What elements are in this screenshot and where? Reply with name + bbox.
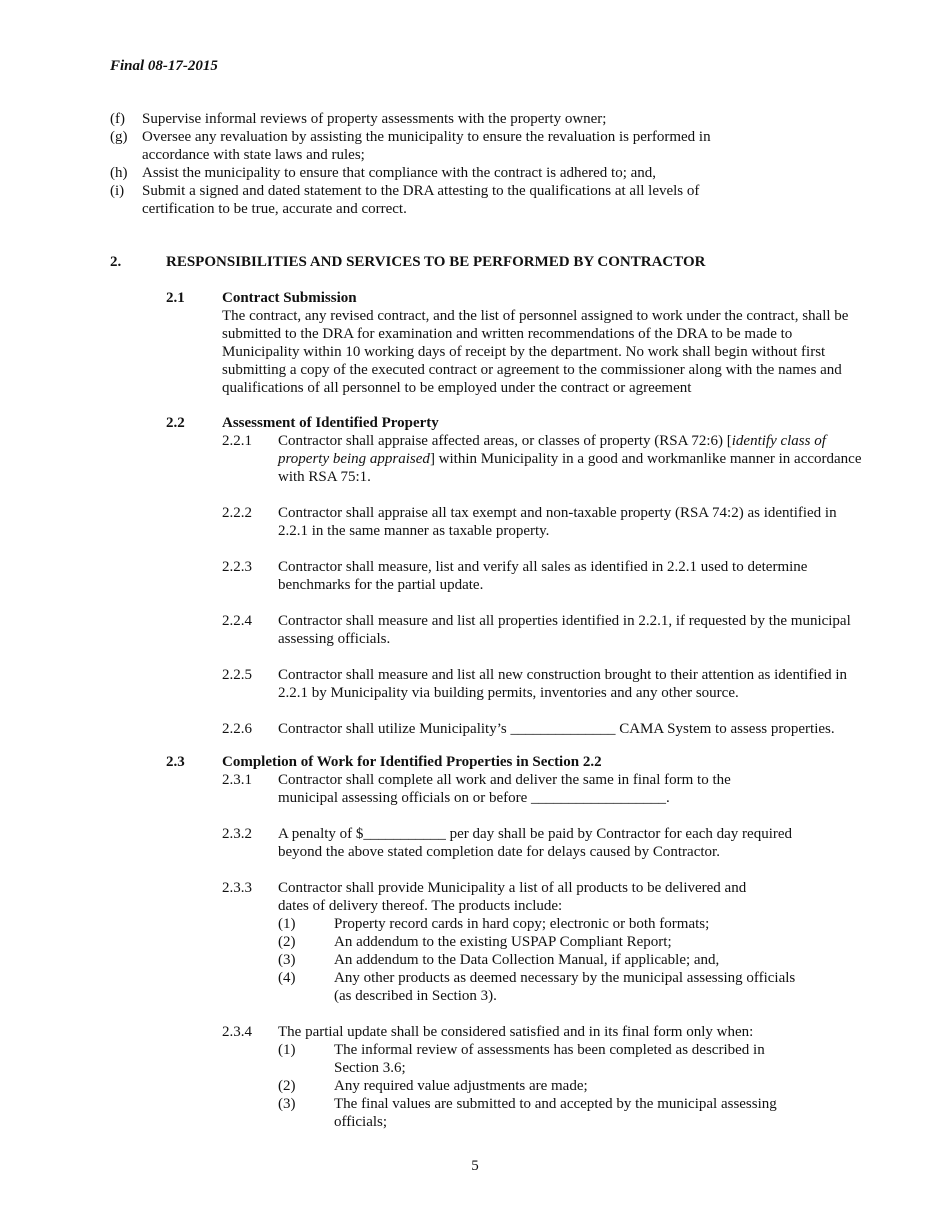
- condition-text: The final values are submitted to and accepted by the municipal assessing officials;: [334, 1096, 777, 1130]
- header-date: Final 08-17-2015: [110, 58, 218, 74]
- clause-item: [222, 432, 866, 486]
- product-text: Any other products as deemed necessary by the municipal assessing officials (as described in Section 3).: [334, 970, 796, 1004]
- list-text: Supervise informal reviews of property assessments with the property owner;: [142, 111, 607, 127]
- subsection-number: 2.2: [166, 415, 185, 431]
- duties-list: [110, 110, 870, 218]
- clause-item: [222, 666, 866, 702]
- clause-number: 2.2.2: [222, 505, 252, 521]
- clause-item: [222, 771, 866, 807]
- condition-marker: (2): [278, 1078, 296, 1094]
- product-text: An addendum to the existing USPAP Compliant Report;: [334, 934, 672, 950]
- list-text: Oversee any revaluation by assisting the municipality to ensure the revaluation is performed in accordance with state laws and rules;: [142, 129, 711, 163]
- product-list-item: [278, 915, 866, 933]
- clause-number: 2.3.4: [222, 1024, 252, 1040]
- clause-text: Contractor shall appraise all tax exempt and non-taxable property (RSA 74:2) as identified in 2.2.1 in the same manner as taxable property.: [278, 505, 837, 539]
- subsection-title: Contract Submission: [222, 290, 357, 306]
- clause-text: [278, 432, 866, 486]
- clause-text: Contractor shall measure and list all new construction brought to their attention as identified in 2.2.1 by Municipality via building permits, inventories and any other source.: [278, 667, 848, 701]
- product-marker: (1): [278, 916, 296, 932]
- section-number: 2.: [110, 254, 122, 270]
- page-number: 5: [471, 1158, 479, 1174]
- list-item: [110, 128, 870, 164]
- list-item: [110, 164, 870, 182]
- product-marker: (2): [278, 934, 296, 950]
- clause-item: [222, 504, 866, 540]
- condition-marker: (3): [278, 1096, 296, 1112]
- clause-text: Contractor shall utilize Municipality’s ______________ CAMA System to assess properties.: [278, 721, 835, 737]
- subsection-body: The contract, any revised contract, and the list of personnel assigned to work under the contract, shall be submitted to the DRA for examination and written recommendations of the DRA to be made to Municipality within 10 working days of receipt by the department. No work shall begin without first submitting a copy of the executed contract or agreement to the commissioner along with the names and qualifications of all personnel to be employed under the contract or agreement: [222, 308, 849, 396]
- condition-list-item: [278, 1077, 866, 1095]
- clause-number: 2.2.1: [222, 433, 252, 449]
- clause-text: A penalty of $___________ per day shall be paid by Contractor for each day required beyond the above stated completion date for delays caused by Contractor.: [278, 826, 793, 860]
- clause-text-part: ] within Municipality in a good and workmanlike manner in accordance with RSA 75:1.: [278, 451, 862, 485]
- clause-item: [222, 879, 866, 915]
- subsection-title: Completion of Work for Identified Properties in Section 2.2: [222, 754, 602, 770]
- section-heading: [110, 253, 705, 271]
- list-marker: (f): [110, 111, 125, 127]
- clause-text: Contractor shall measure, list and verify all sales as identified in 2.2.1 used to determine benchmarks for the partial update.: [278, 559, 808, 593]
- clause-number: 2.3.2: [222, 826, 252, 842]
- subsection-number: 2.3: [166, 754, 185, 770]
- condition-list-item: [278, 1041, 866, 1077]
- product-text: Property record cards in hard copy; electronic or both formats;: [334, 916, 710, 932]
- list-text: Assist the municipality to ensure that compliance with the contract is adhered to; and,: [142, 165, 657, 181]
- subsection-2-3: [166, 753, 866, 1131]
- clause-text: Contractor shall measure and list all properties identified in 2.2.1, if requested by the municipal assessing officials.: [278, 613, 851, 647]
- list-marker: (g): [110, 129, 128, 145]
- condition-text: The informal review of assessments has been completed as described in Section 3.6;: [334, 1042, 765, 1076]
- product-list-item: [278, 951, 866, 969]
- section-title: RESPONSIBILITIES AND SERVICES TO BE PERFORMED BY CONTRACTOR: [166, 254, 706, 270]
- clause-item: [222, 825, 866, 861]
- list-text: Submit a signed and dated statement to the DRA attesting to the qualifications at all levels of certification to be true, accurate and correct.: [142, 183, 700, 217]
- subsection-heading: [166, 414, 866, 432]
- subsection-2-2: [166, 414, 866, 738]
- subsection-title: Assessment of Identified Property: [222, 415, 439, 431]
- clause-number: 2.2.6: [222, 721, 252, 737]
- product-list-item: [278, 933, 866, 951]
- product-marker: (4): [278, 970, 296, 986]
- clause-item: [222, 1023, 866, 1041]
- clause-item: [222, 612, 866, 648]
- condition-list-item: [278, 1095, 866, 1131]
- clause-number: 2.3.3: [222, 880, 252, 896]
- clause-text-part: Contractor shall appraise affected areas, or classes of property (RSA 72:6) [: [278, 433, 732, 449]
- clause-number: 2.2.3: [222, 559, 252, 575]
- clause-italic-text: identify class of property being appraised: [278, 433, 826, 467]
- clause-text: The partial update shall be considered satisfied and in its final form only when:: [278, 1024, 754, 1040]
- clause-item: [222, 720, 866, 738]
- list-marker: (h): [110, 165, 128, 181]
- product-text: An addendum to the Data Collection Manual, if applicable; and,: [334, 952, 720, 968]
- clause-text: Contractor shall complete all work and deliver the same in final form to the municipal assessing officials on or before __________________.: [278, 772, 731, 806]
- clause-number: 2.2.5: [222, 667, 252, 683]
- subsection-heading: [166, 753, 866, 771]
- clause-number: 2.2.4: [222, 613, 252, 629]
- list-item: [110, 110, 870, 128]
- condition-text: Any required value adjustments are made;: [334, 1078, 588, 1094]
- condition-marker: (1): [278, 1042, 296, 1058]
- list-item: [110, 182, 870, 218]
- clause-item: [222, 558, 866, 594]
- subsection-2-1: [166, 289, 866, 397]
- subsection-number: 2.1: [166, 290, 185, 306]
- product-marker: (3): [278, 952, 296, 968]
- product-list-item: [278, 969, 866, 1005]
- clause-text: Contractor shall provide Municipality a list of all products to be delivered and dates of delivery thereof. The products include:: [278, 880, 747, 914]
- subsection-heading: [166, 289, 866, 307]
- clause-number: 2.3.1: [222, 772, 252, 788]
- list-marker: (i): [110, 183, 125, 199]
